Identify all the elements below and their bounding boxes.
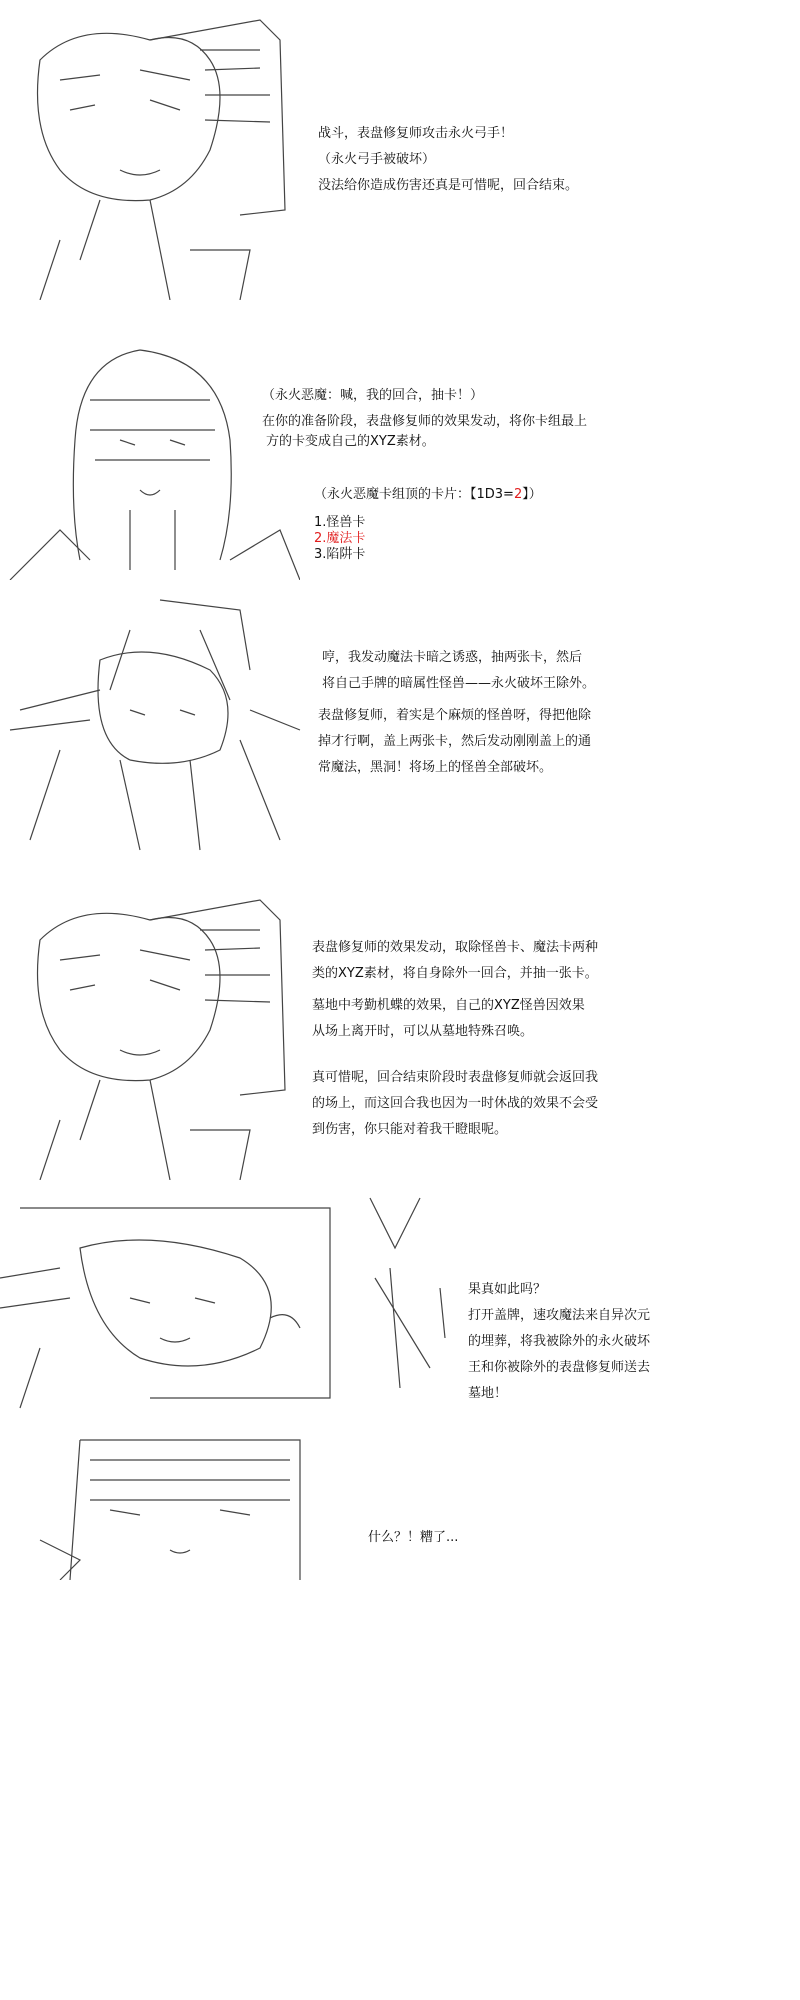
dice-roll-block (314, 485, 542, 563)
ascii-art-character-3 (0, 590, 310, 870)
dialogue-line: 表盘修复师的效果发动，取除怪兽卡、魔法卡两种 (312, 940, 599, 955)
dialogue-block (312, 938, 598, 1140)
panel-6 (0, 1430, 800, 2000)
panel-4 (0, 880, 800, 1180)
dice-roll-suffix: 】） (522, 487, 542, 502)
dialogue-line: 哼，我发动魔法卡暗之诱惑，抽两张卡，然后 (322, 650, 583, 665)
ascii-art-character-2 (0, 330, 300, 580)
dialogue-line: 掉才行啊，盖上两张卡，然后发动刚刚盖上的通 (318, 734, 592, 749)
panel-2 (0, 330, 800, 580)
dialogue-line: 墓地中考勤机蝶的效果，自己的XYZ怪兽因效果 (312, 998, 585, 1013)
dialogue-line: 的场上，而这回合我也因为一时休战的效果不会受 (312, 1096, 599, 1111)
dice-roll-value: 2 (513, 487, 523, 502)
dialogue-block (262, 386, 587, 452)
dialogue-line: 战斗，表盘修复师攻击永火弓手！ (318, 126, 514, 141)
dialogue-line: （永火弓手被破坏） (318, 152, 436, 167)
panel-1 (0, 0, 800, 300)
dialogue-line: 王和你被除外的表盘修复师送去 (468, 1360, 651, 1375)
dialogue-block (318, 648, 595, 778)
dice-roll-line (314, 485, 542, 505)
dialogue-line: 常魔法，黑洞！将场上的怪兽全部破坏。 (318, 760, 553, 775)
dialogue-line: （永火恶魔：喊，我的回合，抽卡！） (262, 388, 484, 403)
ascii-art-scene-6 (0, 1430, 340, 1580)
dialogue-line: 没法给你造成伤害还真是可惜呢，回合结束。 (318, 178, 579, 193)
dialogue-line: 的埋葬，将我被除外的永火破坏 (468, 1334, 651, 1349)
dialogue-block (468, 1280, 650, 1404)
dialogue-line: 类的XYZ素材，将自身除外一回合，并抽一张卡。 (312, 966, 598, 981)
dialogue-block (318, 124, 578, 196)
dialogue-line: 方的卡变成自己的XYZ素材。 (266, 434, 435, 449)
dialogue-line: 在你的准备阶段，表盘修复师的效果发动，将你卡组最上 (262, 414, 588, 429)
dice-roll-prefix: （永火恶魔卡组顶的卡片：【1D3= (314, 487, 514, 502)
option-trap: 3.陷阱卡 (314, 547, 366, 562)
dialogue-line: 什么？！糟了... (368, 1530, 459, 1545)
ascii-art-scene-5 (0, 1188, 470, 1418)
option-spell: 2.魔法卡 (314, 531, 366, 546)
dialogue-line: 真可惜呢，回合结束阶段时表盘修复师就会返回我 (312, 1070, 599, 1085)
panel-3 (0, 590, 800, 870)
option-monster: 1.怪兽卡 (314, 515, 366, 530)
panel-5 (0, 1188, 800, 1418)
ascii-art-character-1-repeat (0, 880, 320, 1180)
dialogue-line: 表盘修复师，着实是个麻烦的怪兽呀，得把他除 (318, 708, 592, 723)
dialogue-line: 将自己手牌的暗属性怪兽——永火破坏王除外。 (322, 676, 596, 691)
ascii-art-character-1 (0, 0, 320, 300)
dialogue-line: 果真如此吗？ (468, 1282, 547, 1297)
dialogue-line: 打开盖牌，速攻魔法来自异次元 (468, 1308, 651, 1323)
dialogue-line: 从场上离开时，可以从墓地特殊召唤。 (312, 1024, 534, 1039)
dialogue-line: 墓地！ (468, 1386, 508, 1401)
dialogue-block (368, 1528, 458, 1548)
dialogue-line: 到伤害，你只能对着我干瞪眼呢。 (312, 1122, 508, 1137)
